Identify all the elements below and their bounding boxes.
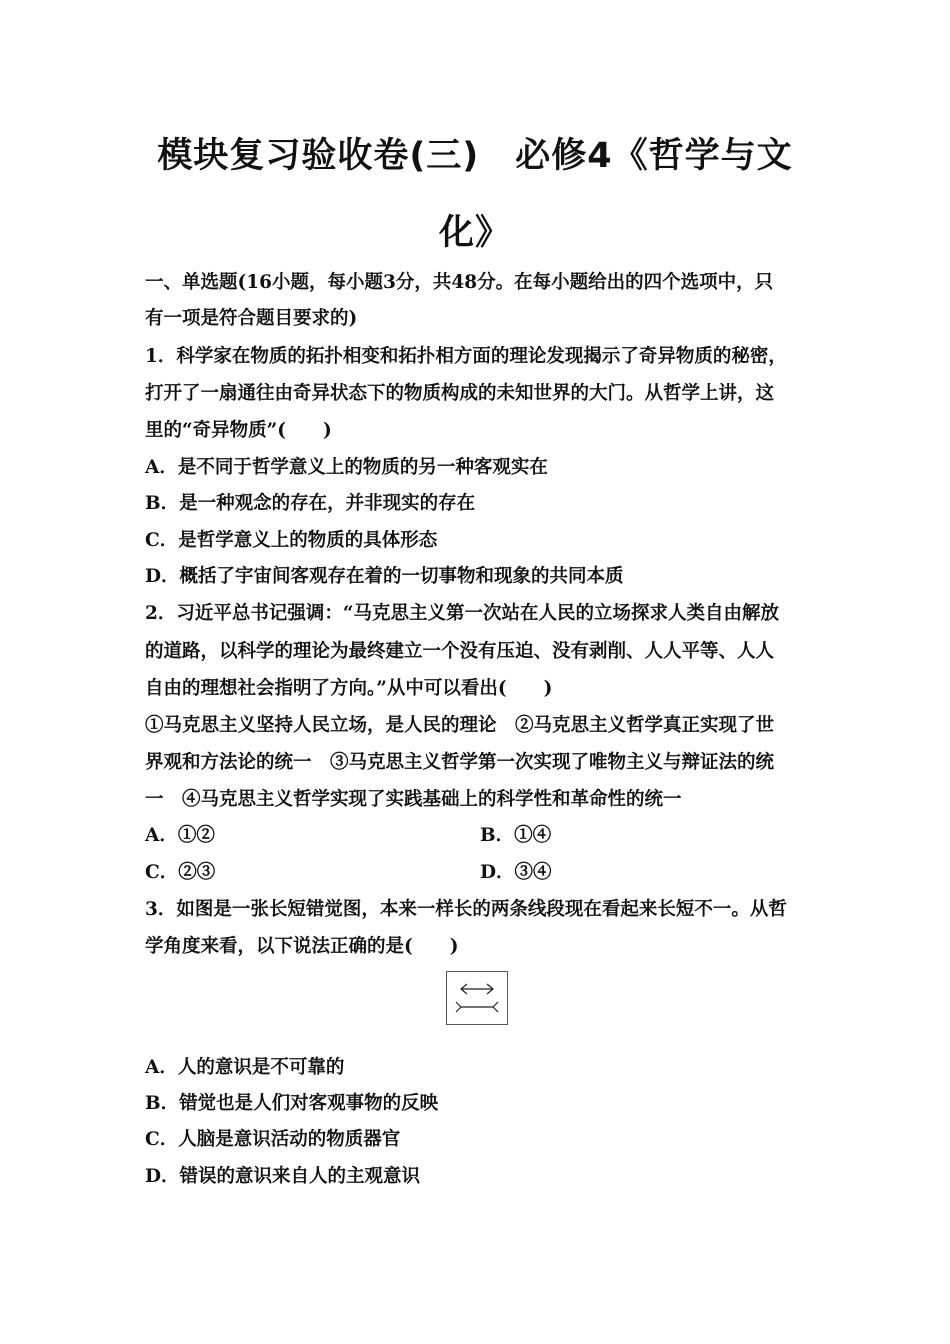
q3-stem-line-2: 学角度来看，以下说法正确的是( ) xyxy=(145,936,459,957)
doc-title-line-1: 模块复习验收卷(三) 必修4《哲学与文 xyxy=(157,136,793,176)
muller-lyer-illusion-icon xyxy=(446,971,508,1025)
illusion-figure-svg xyxy=(447,972,507,1024)
q2-option-b: B．①④ xyxy=(480,825,552,846)
illusion-bottom-right-fin xyxy=(493,1002,498,1012)
q2-stem-line-1: 2．习近平总书记强调：“马克思主义第一次站在人民的立场探求人类自由解放 xyxy=(145,603,780,624)
q2-option-d: D．③④ xyxy=(480,862,552,883)
q3-option-b: B．错觉也是人们对客观事物的反映 xyxy=(145,1093,439,1114)
section-heading-line-1: 一、单选题(16小题，每小题3分，共48分。在每小题给出的四个选项中，只 xyxy=(145,272,774,293)
section-heading-line-2: 有一项是符合题目要求的) xyxy=(145,308,358,329)
q2-option-a: A．①② xyxy=(145,825,215,846)
q1-option-d: D．概括了宇宙间客观存在着的一切事物和现象的共同本质 xyxy=(145,566,624,587)
q2-statement-line-3: 一 ④马克思主义哲学实现了实践基础上的科学性和革命性的统一 xyxy=(145,789,682,810)
q3-option-d: D．错误的意识来自人的主观意识 xyxy=(145,1166,421,1187)
q3-stem-line-1: 3．如图是一张长短错觉图，本来一样长的两条线段现在看起来长短不一。从哲 xyxy=(145,899,787,920)
q1-option-c: C．是哲学意义上的物质的具体形态 xyxy=(145,530,438,551)
illusion-bottom-left-fin xyxy=(456,1002,461,1012)
q2-option-c: C．②③ xyxy=(145,862,216,883)
q1-option-b: B．是一种观念的存在，并非现实的存在 xyxy=(145,493,476,514)
q3-option-a: A．人的意识是不可靠的 xyxy=(145,1057,345,1078)
q2-statement-line-1: ①马克思主义坚持人民立场，是人民的理论 ②马克思主义哲学真正实现了世 xyxy=(145,715,775,736)
q1-stem-line-2: 打开了一扇通往由奇异状态下的物质构成的未知世界的大门。从哲学上讲，这 xyxy=(145,383,775,404)
q2-stem-line-3: 自由的理想社会指明了方向。”从中可以看出( ) xyxy=(145,678,553,699)
q1-option-a: A．是不同于哲学意义上的物质的另一种客观实在 xyxy=(145,457,548,478)
q1-stem-line-3: 里的“奇异物质”( ) xyxy=(145,420,332,441)
q2-statement-line-2: 界观和方法论的统一 ③马克思主义哲学第一次实现了唯物主义与辩证法的统 xyxy=(145,752,775,773)
doc-title-line-2: 化》 xyxy=(438,213,511,253)
q1-stem-line-1: 1．科学家在物质的拓扑相变和拓扑相方面的理论发现揭示了奇异物质的秘密， xyxy=(145,346,787,367)
q3-option-c: C．人脑是意识活动的物质器官 xyxy=(145,1129,401,1150)
q2-stem-line-2: 的道路，以科学的理论为最终建立一个没有压迫、没有剥削、人人平等、人人 xyxy=(145,641,775,662)
